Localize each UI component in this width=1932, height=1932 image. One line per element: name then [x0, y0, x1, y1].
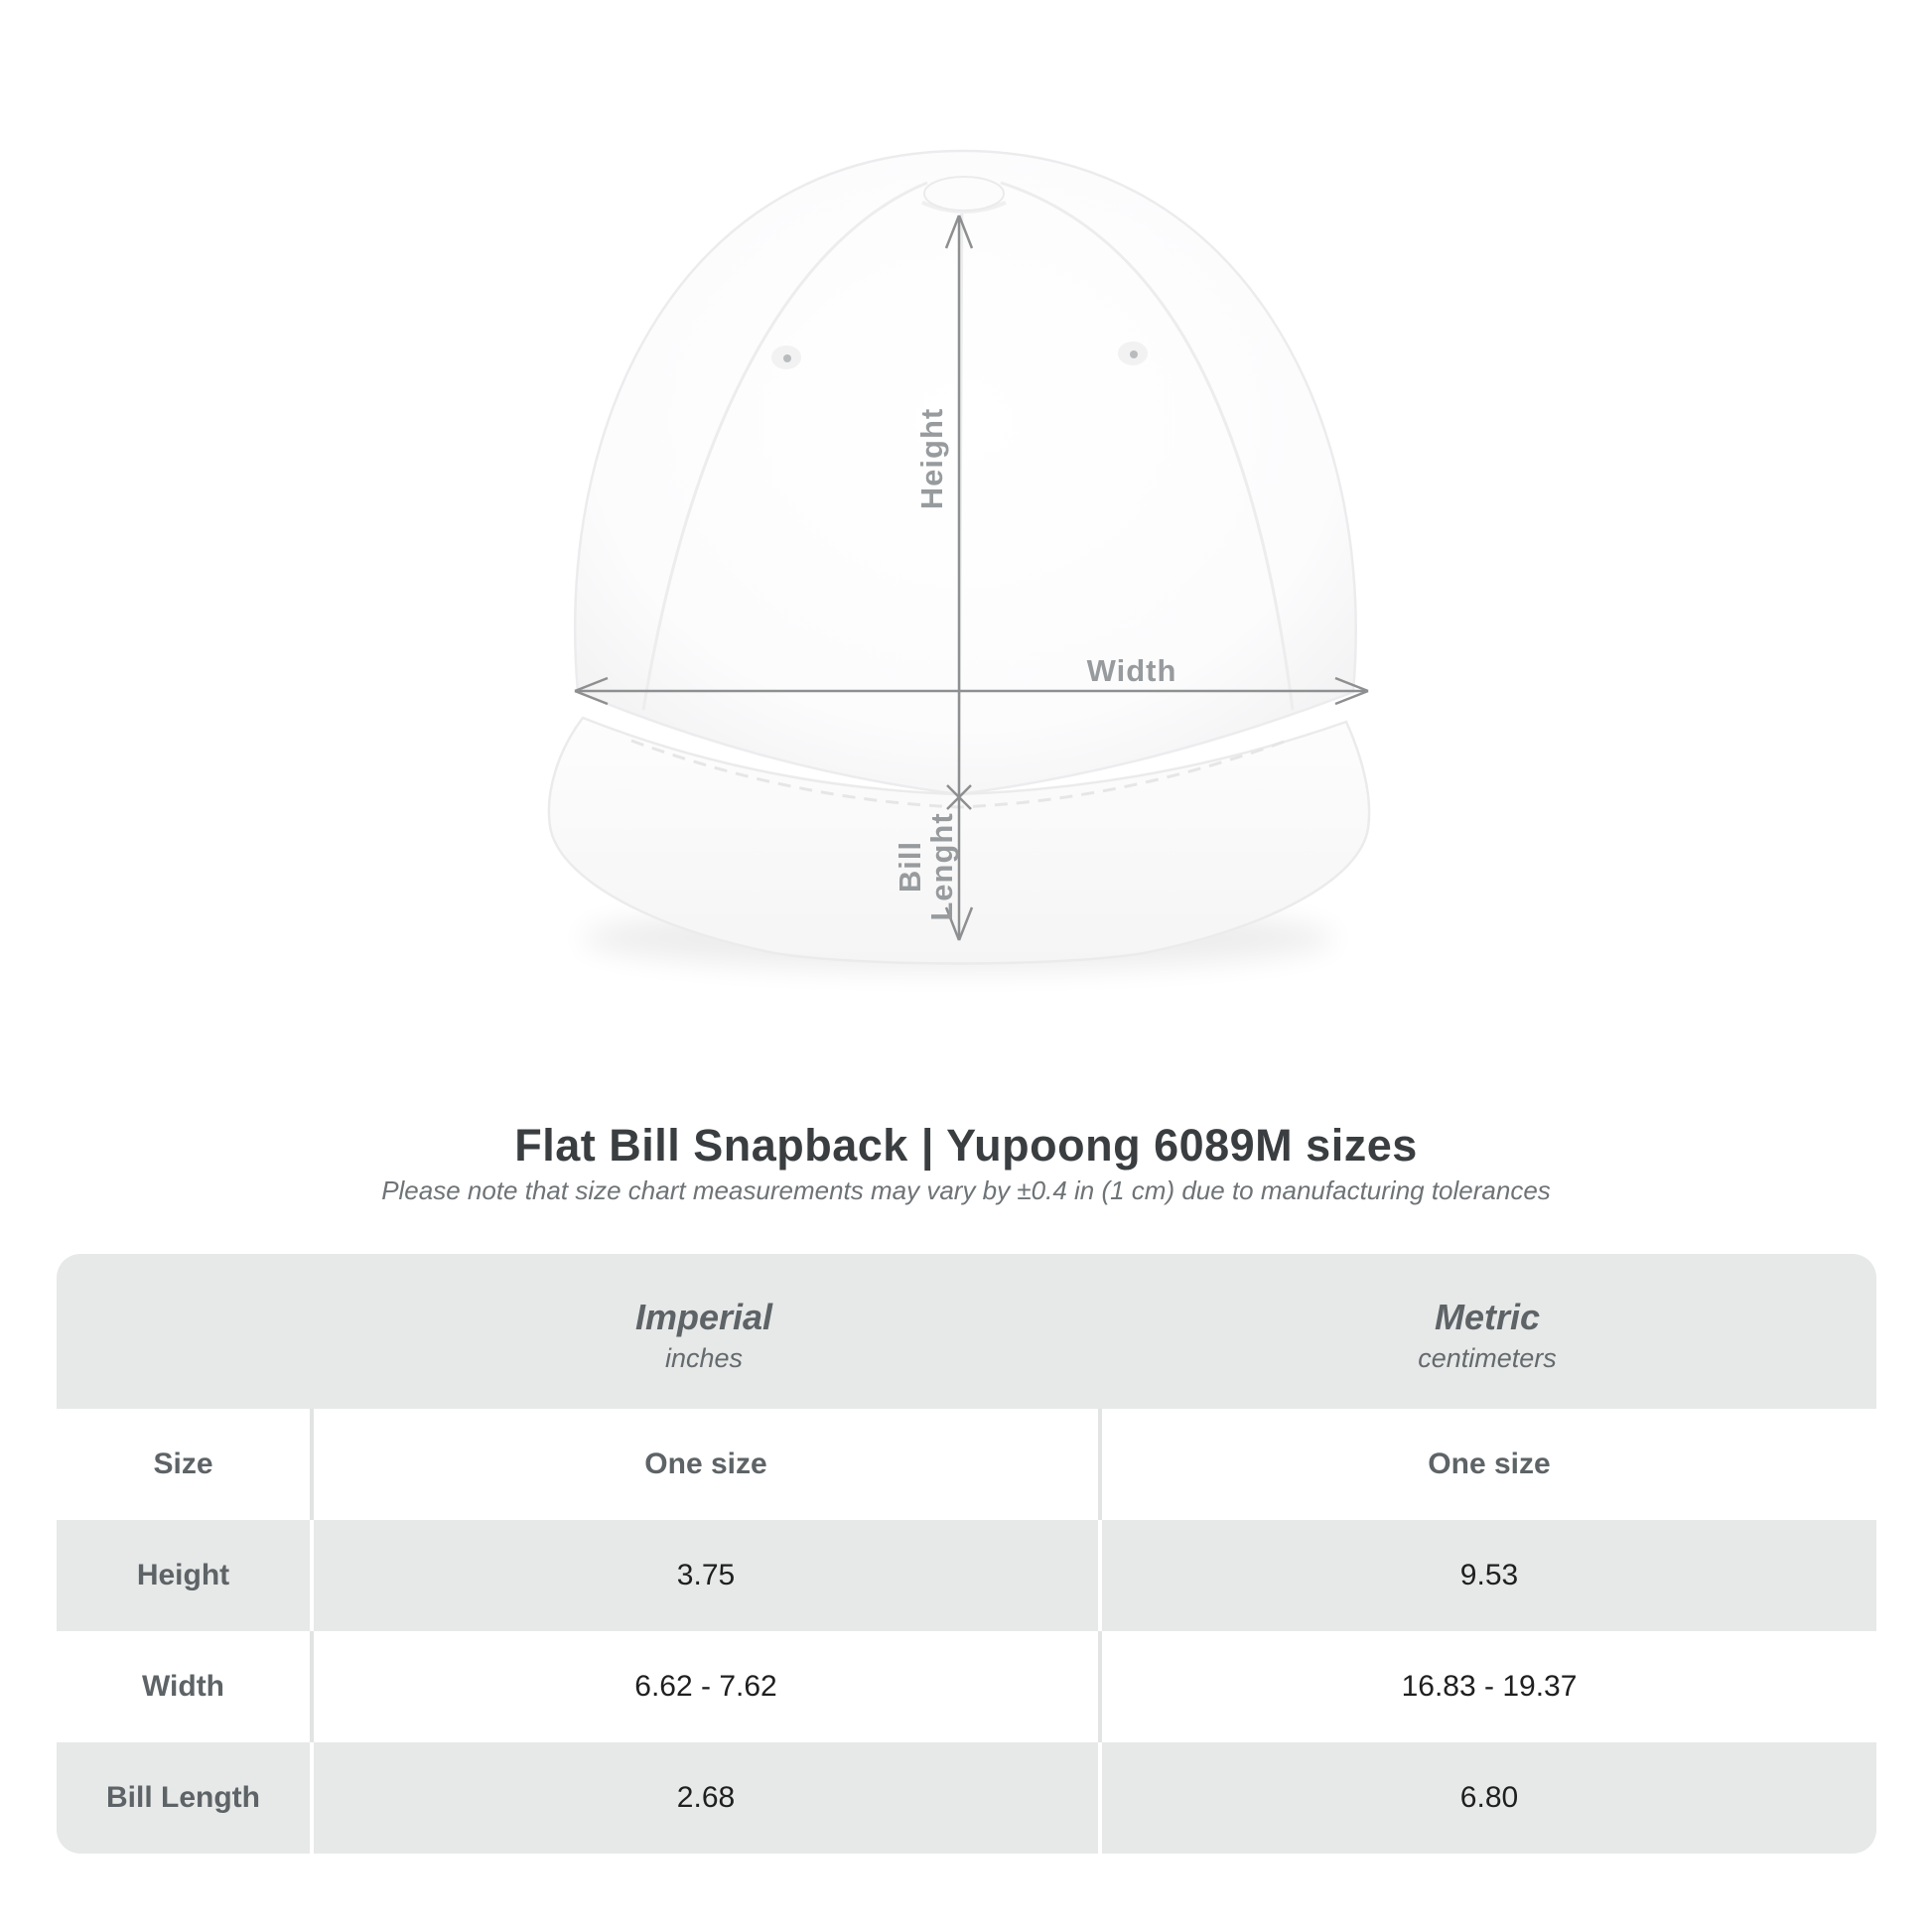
row-label: Size — [153, 1448, 213, 1480]
row-label: Width — [141, 1670, 225, 1703]
metric-header — [1418, 1298, 1557, 1374]
svg-text:Bill: Bill — [893, 840, 927, 894]
imperial-header — [635, 1298, 772, 1374]
table-row-bill-length — [57, 1742, 1876, 1854]
imperial-value: 6.62 - 7.62 — [310, 1631, 1098, 1742]
hat-crown — [575, 151, 1355, 794]
row-label: Height — [136, 1559, 230, 1591]
metric-value: 9.53 — [1098, 1520, 1876, 1631]
imperial-value: 2.68 — [310, 1742, 1098, 1854]
table-row-size — [57, 1409, 1876, 1520]
hat-top-button — [922, 177, 1006, 211]
table-row-width — [57, 1631, 1876, 1742]
imperial-value: 3.75 — [310, 1520, 1098, 1631]
row-label: Bill Length — [106, 1781, 260, 1814]
eyelet-right-icon — [1118, 342, 1148, 365]
table-row-height — [57, 1520, 1876, 1631]
metric-value: 16.83 - 19.37 — [1098, 1631, 1876, 1742]
page-title: Flat Bill Snapback | Yupoong 6089M sizes — [514, 1120, 1418, 1171]
metric-header-title: Metric — [1434, 1297, 1541, 1337]
size-chart-table — [57, 1254, 1876, 1854]
metric-value: One size — [1098, 1409, 1876, 1520]
height-label: Height — [914, 407, 949, 510]
svg-text:Lenght: Lenght — [924, 812, 959, 921]
table-unit-header — [57, 1254, 1876, 1409]
metric-header-unit: centimeters — [1418, 1342, 1557, 1373]
metric-value: 6.80 — [1098, 1742, 1876, 1854]
eyelet-left-icon — [771, 345, 801, 369]
width-label: Width — [1086, 653, 1177, 688]
tolerance-note: Please note that size chart measurements may vary by ±0.4 in (1 cm) due to manufacturing tolerances — [381, 1175, 1551, 1205]
imperial-header-unit: inches — [664, 1342, 744, 1373]
imperial-value: One size — [310, 1409, 1098, 1520]
imperial-header-title: Imperial — [634, 1297, 773, 1337]
